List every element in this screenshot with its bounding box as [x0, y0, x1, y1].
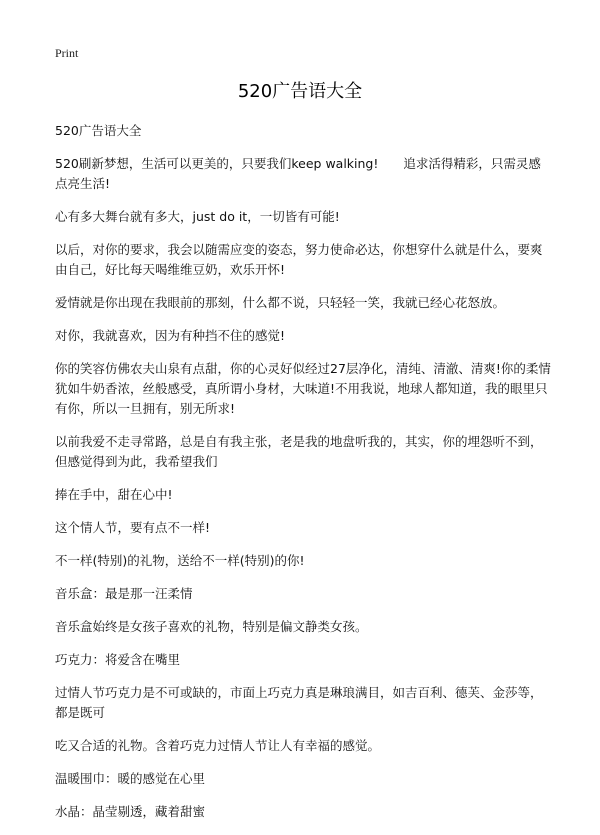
- paragraph-subtitle: 520广告语大全: [55, 123, 142, 138]
- paragraph: 这个情人节，要有点不一样!: [55, 520, 211, 535]
- paragraph-heading: 水晶：晶莹剔透，藏着甜蜜: [55, 804, 206, 819]
- paragraph: 以前我爱不走寻常路，总是自有我主张，老是我的地盘听我的，其实，你的埋怨听不到，但感觉得到为此，我希望我们: [55, 434, 543, 469]
- paragraph: 吃又合适的礼物。含着巧克力过情人节让人有幸福的感觉。: [55, 738, 381, 753]
- paragraph: 对你，我就喜欢，因为有种挡不住的感觉!: [55, 328, 286, 343]
- page-title: 520广告语大全: [237, 81, 363, 102]
- paragraph-heading: 巧克力：将爱含在嘴里: [55, 652, 181, 667]
- paragraph: 心有多大舞台就有多大，just do it，一切皆有可能!: [55, 209, 340, 224]
- document-body: [55, 121, 551, 835]
- paragraph: 音乐盒始终是女孩子喜欢的礼物，特别是偏文静类女孩。: [55, 619, 368, 634]
- paragraph: 你的笑容仿佛农夫山泉有点甜，你的心灵好似经过27层净化，清纯、清澈、清爽!你的柔情犹如牛奶香浓，丝般感受，真所谓小身材，大味道!不用我说，地球人都知道，我的眼里只有你，所以一旦拥有，别无所求!: [55, 361, 551, 416]
- paragraph: 过情人节巧克力是不可或缺的，市面上巧克力真是琳琅满目，如吉百利、德芙、金莎等，都是既可: [55, 685, 543, 720]
- paragraph: 捧在手中，甜在心中!: [55, 487, 173, 502]
- paragraph: 不一样(特别)的礼物，送给不一样(特别)的你!: [55, 553, 305, 568]
- paragraph: 520刷新梦想，生活可以更美的，只要我们keep walking! 追求活得精彩，只需灵感点亮生活!: [55, 156, 541, 191]
- paragraph-heading: 音乐盒：最是那一汪柔情: [55, 586, 193, 601]
- print-label: Print: [55, 46, 79, 60]
- paragraph-heading: 温暖围巾：暖的感觉在心里: [55, 771, 206, 786]
- paragraph: 爱情就是你出现在我眼前的那刻，什么都不说，只轻轻一笑，我就已经心花怒放。: [55, 295, 506, 310]
- paragraph: 以后，对你的要求，我会以随需应变的姿态，努力使命必达，你想穿什么就是什么，要爽由自己，好比每天喝维维豆奶，欢乐开怀!: [55, 242, 543, 277]
